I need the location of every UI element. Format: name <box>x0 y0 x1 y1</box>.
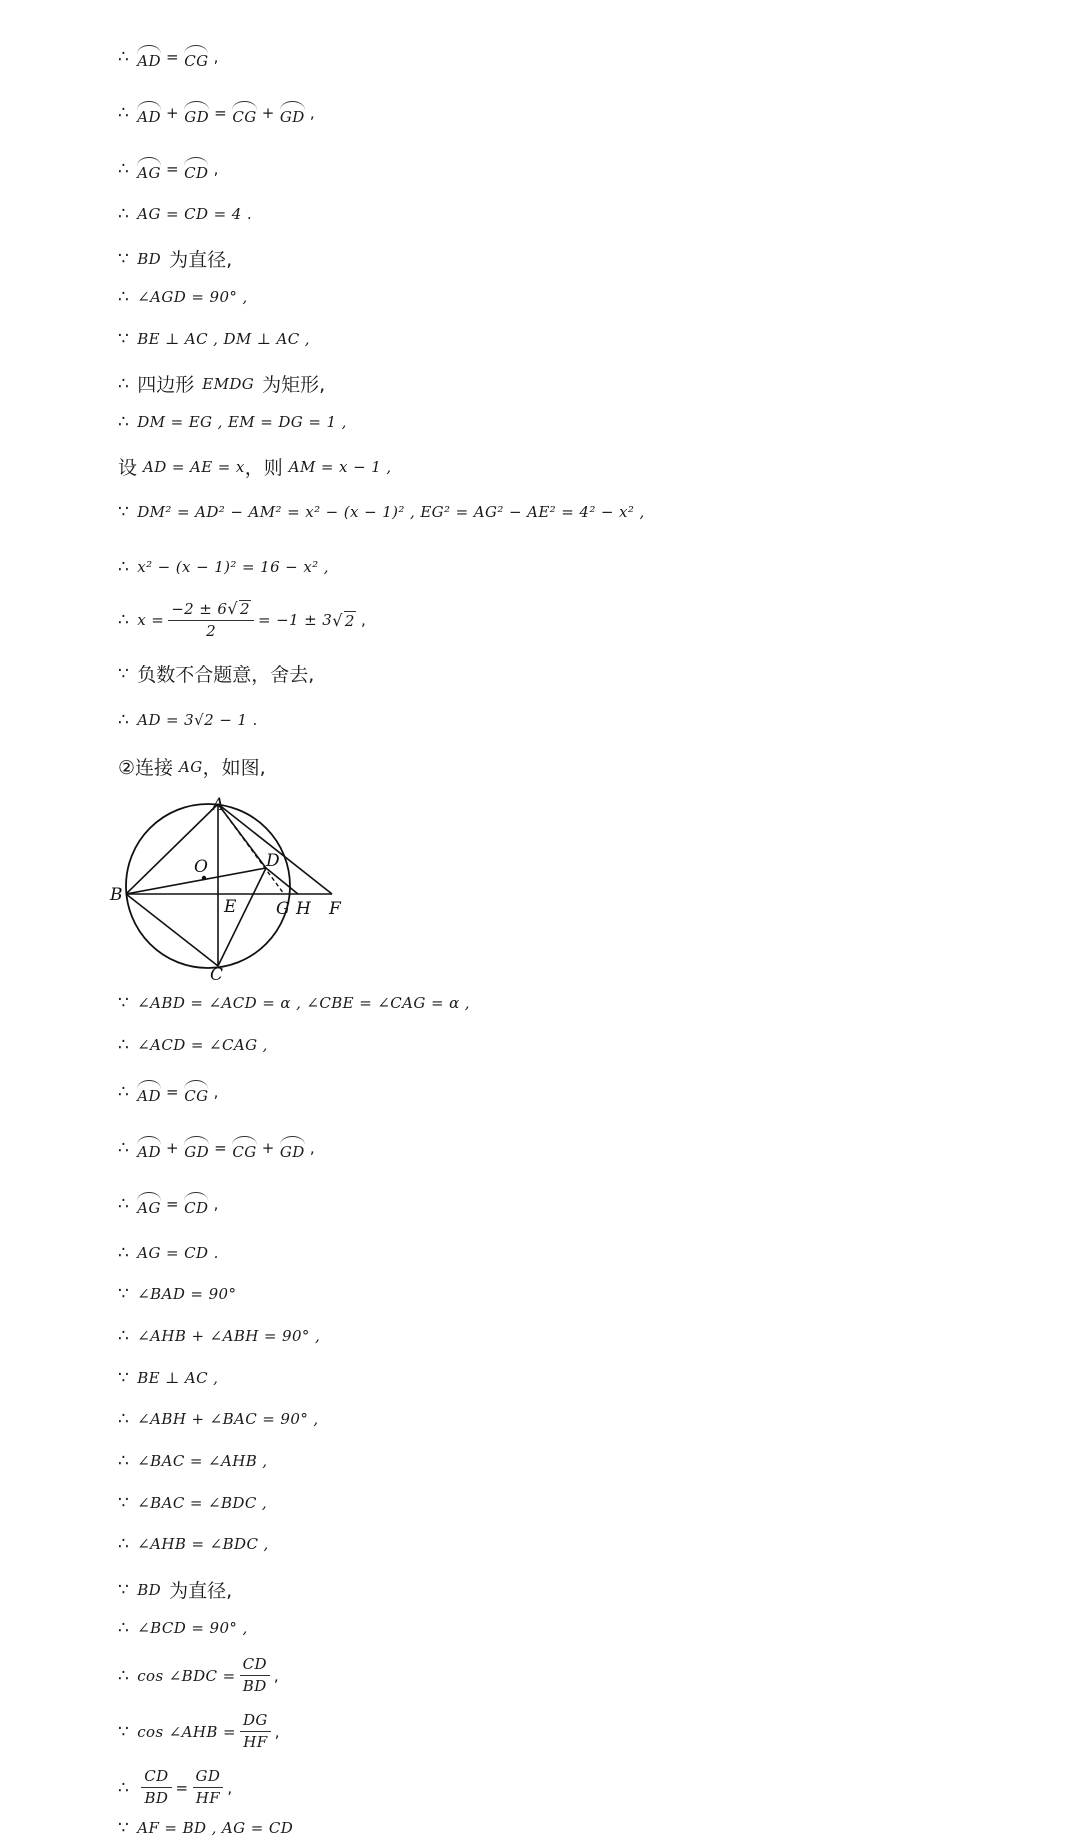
arc-label: GD <box>184 1135 209 1161</box>
proof-line <box>118 660 314 687</box>
comma: , <box>273 1666 280 1685</box>
proof-line <box>118 1712 280 1752</box>
because-symbol: ∵ <box>118 502 130 522</box>
equation-text: x² − (x − 1)² = 16 − x² , <box>137 558 329 576</box>
equation-text: cos ∠BDC = <box>137 1666 236 1685</box>
proof-line <box>118 1035 268 1055</box>
proof-line <box>118 1451 267 1471</box>
arc-label: AD <box>137 100 161 126</box>
proof-line: ∴ AD + GD = CG + GD , <box>118 100 315 126</box>
fraction <box>141 1768 171 1808</box>
proof-line: ∴ AG = CD , <box>118 156 219 182</box>
because-symbol: ∵ <box>118 663 130 684</box>
proof-line <box>118 1243 219 1263</box>
equation-text: AD = 3√2 − 1 . <box>137 711 258 729</box>
chinese-text: ②连接 <box>118 757 174 779</box>
label-g: G <box>276 899 290 919</box>
label-c: C <box>210 965 224 985</box>
fraction-denominator: HF <box>195 1789 221 1808</box>
proof-line: ∴ $\frac{CD}{BD}$ = $\frac{GD}{HF}$ , <box>118 1767 233 1808</box>
chinese-text: 四边形 <box>137 374 195 396</box>
therefore-symbol: ∴ <box>118 287 130 307</box>
label-f: F <box>329 899 341 919</box>
chinese-text: 为直径, <box>169 249 233 271</box>
comma: , <box>227 1778 233 1797</box>
arc-label: AD <box>137 1079 161 1105</box>
proof-line <box>118 453 392 480</box>
because-symbol: ∵ <box>118 329 130 349</box>
arc-label: CG <box>184 1079 208 1105</box>
proof-line: ∴ x = $\frac{-2 \pm 6√ 2}{2}$ = −1 ± 3 √ 2 , <box>118 599 367 641</box>
therefore-symbol: ∴ <box>118 412 130 432</box>
therefore-symbol: ∴ <box>118 1409 130 1429</box>
proof-line <box>118 993 470 1013</box>
because-symbol: ∵ <box>118 1721 130 1742</box>
therefore-symbol: ∴ <box>118 1534 130 1554</box>
equation-text: = −1 ± 3 <box>257 611 333 630</box>
label-e: E <box>224 897 237 917</box>
arc-label: AG <box>137 156 161 182</box>
label-b: B <box>110 885 123 905</box>
proof-line <box>118 753 266 780</box>
therefore-symbol: ∴ <box>118 1035 130 1055</box>
because-symbol: ∵ <box>118 1493 130 1513</box>
therefore-symbol: ∴ <box>118 1243 130 1263</box>
equation-text: DM = EG , EM = DG = 1 , <box>137 413 347 431</box>
therefore-symbol: ∴ <box>118 103 130 123</box>
proof-line <box>118 287 248 307</box>
fraction-numerator: CD <box>240 1656 270 1676</box>
equation-text: ∠AGD = 90° , <box>137 288 248 306</box>
proof-line <box>118 370 325 397</box>
arc-label: CD <box>184 1191 208 1217</box>
proof-line <box>118 412 347 432</box>
fraction-denominator: HF <box>243 1733 268 1752</box>
fraction: $\frac{-2 \pm 6√ 2}{2}$ <box>168 600 254 641</box>
segment-af <box>218 804 332 894</box>
equation-text: ∠BCD = 90° , <box>137 1619 248 1637</box>
arc-label: GD <box>184 100 209 126</box>
label-h: H <box>296 899 311 919</box>
proof-line <box>118 502 645 522</box>
therefore-symbol: ∴ <box>118 1618 130 1638</box>
proof-line <box>118 557 329 577</box>
segment-ab <box>126 804 218 894</box>
therefore-symbol: ∴ <box>118 557 130 577</box>
equation-text: BD <box>137 249 162 268</box>
chinese-text: ，则 <box>244 457 283 479</box>
therefore-symbol: ∴ <box>118 1326 130 1346</box>
therefore-symbol: ∴ <box>118 1194 130 1214</box>
fraction-numerator: −2 ± 6 <box>171 600 228 618</box>
equation-text: AG = CD = 4 . <box>137 205 253 223</box>
because-symbol: ∵ <box>118 1284 130 1304</box>
because-symbol: ∵ <box>118 1818 130 1838</box>
equation-text: ∠ABH + ∠BAC = 90° , <box>137 1410 319 1428</box>
proof-line <box>118 1368 218 1388</box>
geometry-figure <box>110 795 356 985</box>
chinese-text: 负数不合题意，舍去, <box>137 664 315 686</box>
equation-text: AG = CD . <box>137 1244 219 1262</box>
fraction-denominator: 2 <box>206 622 217 641</box>
arc-label: AD <box>137 1135 161 1161</box>
fraction-denominator: BD <box>144 1789 169 1808</box>
therefore-symbol: ∴ <box>118 610 130 631</box>
equation-text: ∠ACD = ∠CAG , <box>137 1036 268 1054</box>
arc-label: AD <box>137 44 161 70</box>
arc-label: CG <box>232 100 256 126</box>
chinese-text: 为直径, <box>169 1580 233 1602</box>
comma: , <box>274 1722 280 1741</box>
fraction <box>240 1712 271 1752</box>
label-d: D <box>266 851 280 871</box>
proof-line: ∴ AD = CG , <box>118 44 219 70</box>
equation-text: AF = BD , AG = CD <box>137 1819 294 1837</box>
proof-line: ∴ AG = CD , <box>118 1191 219 1217</box>
label-o: O <box>194 857 208 877</box>
arc-label: GD <box>280 1135 305 1161</box>
because-symbol: ∵ <box>118 1579 130 1600</box>
proof-line: ∴ AD = CG , <box>118 1079 219 1105</box>
proof-line <box>118 245 232 272</box>
arc-label: CD <box>184 156 208 182</box>
proof-line: ∴ AD + GD = CG + GD , <box>118 1135 315 1161</box>
because-symbol: ∵ <box>118 248 130 269</box>
chinese-text: ，如图, <box>202 757 266 779</box>
fraction-denominator: BD <box>242 1677 267 1696</box>
equation-text: ∠BAC = ∠AHB , <box>137 1452 268 1470</box>
equation-text: ∠BAD = 90° <box>137 1285 237 1303</box>
arc-label: GD <box>280 100 305 126</box>
therefore-symbol: ∴ <box>118 1665 130 1686</box>
therefore-symbol: ∴ <box>118 204 130 224</box>
arc-label: CG <box>232 1135 256 1161</box>
therefore-symbol: ∴ <box>118 1451 130 1471</box>
equation-text: DM² = AD² − AM² = x² − (x − 1)² , EG² = AG² − AE² = 4² − x² , <box>137 503 645 521</box>
fraction <box>193 1768 224 1808</box>
equation-text: BE ⊥ AC , <box>137 1369 219 1387</box>
proof-line <box>118 1534 269 1554</box>
equation-text: BE ⊥ AC , DM ⊥ AC , <box>137 330 310 348</box>
chinese-text: 为矩形, <box>262 374 326 396</box>
equation-text: AM = x − 1 , <box>288 457 392 476</box>
proof-line <box>118 1493 267 1513</box>
therefore-symbol: ∴ <box>118 373 130 394</box>
arc-label: AG <box>137 1191 161 1217</box>
proof-line <box>118 1284 236 1304</box>
therefore-symbol: ∴ <box>118 710 130 730</box>
therefore-symbol: ∴ <box>118 1082 130 1102</box>
therefore-symbol: ∴ <box>118 47 130 67</box>
equation-text: AG <box>179 757 203 776</box>
proof-line <box>118 1576 232 1603</box>
therefore-symbol: ∴ <box>118 159 130 179</box>
proof-line <box>118 710 258 730</box>
fraction <box>240 1656 270 1696</box>
because-symbol: ∵ <box>118 1368 130 1388</box>
proof-line <box>118 204 252 224</box>
arc-label: CG <box>184 44 208 70</box>
equation-text: ∠ABD = ∠ACD = α , ∠CBE = ∠CAG = α , <box>137 994 470 1012</box>
proof-line <box>118 1326 320 1346</box>
fraction-numerator: DG <box>240 1712 271 1732</box>
label-a: A <box>212 795 225 815</box>
equation-text: BD <box>137 1580 162 1599</box>
equation-text: EMDG <box>202 374 255 393</box>
therefore-symbol: ∴ <box>118 1138 130 1158</box>
equation-text: ∠AHB + ∠ABH = 90° , <box>137 1327 321 1345</box>
proof-line <box>118 1656 279 1696</box>
proof-line <box>118 329 310 349</box>
because-symbol: ∵ <box>118 993 130 1013</box>
equation-text: cos ∠AHB = <box>137 1722 236 1741</box>
circle-o <box>126 804 290 968</box>
proof-line <box>118 1409 319 1429</box>
equation-text: ∠AHB = ∠BDC , <box>137 1535 269 1553</box>
equation-text: ∠BAC = ∠BDC , <box>137 1494 268 1512</box>
proof-line <box>118 1818 293 1838</box>
therefore-symbol: ∴ <box>118 1777 130 1798</box>
fraction-numerator: CD <box>141 1768 171 1788</box>
proof-line <box>118 1618 248 1638</box>
chinese-text: 设 <box>118 457 138 479</box>
equation-text: AD = AE = x <box>143 457 245 476</box>
fraction-numerator: GD <box>193 1768 224 1788</box>
